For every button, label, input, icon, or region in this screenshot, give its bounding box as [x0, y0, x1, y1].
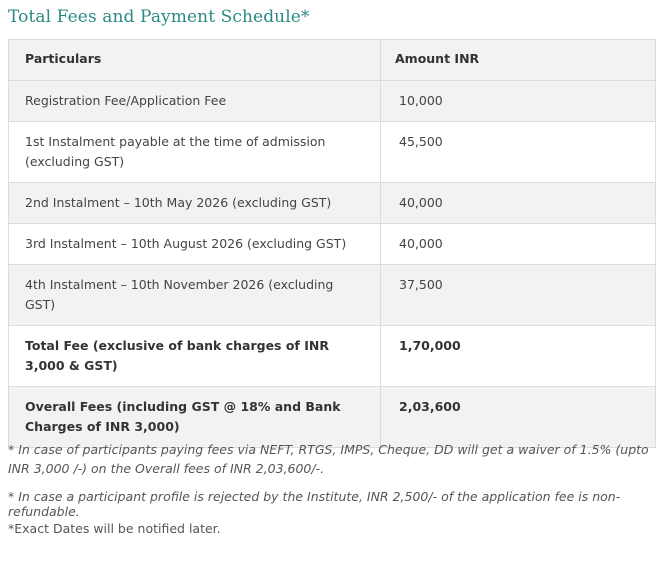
particular-cell: 1st Instalment payable at the time of admission (excluding GST)	[9, 122, 381, 183]
particular-cell: 4th Instalment – 10th November 2026 (excluding GST)	[9, 265, 381, 326]
amount-cell: 40,000	[381, 224, 656, 265]
table-row	[9, 122, 656, 183]
amount-cell: 10,000	[381, 81, 656, 122]
amount-cell: 45,500	[381, 122, 656, 183]
dates-note: *Exact Dates will be notified later.	[8, 521, 221, 536]
amount-cell: 1,70,000	[381, 326, 656, 387]
table-row	[9, 265, 656, 326]
table-row	[9, 81, 656, 122]
table-row	[9, 224, 656, 265]
overall-fees-row	[9, 387, 656, 448]
particular-cell: Registration Fee/Application Fee	[9, 81, 381, 122]
column-header-amount: Amount INR	[381, 40, 656, 81]
amount-cell: 40,000	[381, 183, 656, 224]
rejection-note: * In case a participant profile is rejected by the Institute, INR 2,500/- of the application fee is non-refundable.	[8, 489, 621, 519]
table-header-row	[9, 40, 656, 81]
fees-table	[8, 39, 656, 448]
table-row	[9, 183, 656, 224]
amount-cell: 2,03,600	[381, 387, 656, 448]
fee-notes	[8, 440, 653, 478]
particular-cell: 3rd Instalment – 10th August 2026 (excluding GST)	[9, 224, 381, 265]
payment-waiver-note: * In case of participants paying fees via NEFT, RTGS, IMPS, Cheque, DD will get a waiver of 1.5% (upto INR 3,000 /-) on the Overall fees of INR 2,03,600/-.	[8, 442, 649, 476]
column-header-particulars: Particulars	[9, 40, 381, 81]
amount-cell: 37,500	[381, 265, 656, 326]
page-title: Total Fees and Payment Schedule*	[8, 7, 310, 27]
particular-cell: 2nd Instalment – 10th May 2026 (excluding GST)	[9, 183, 381, 224]
particular-cell: Overall Fees (including GST @ 18% and Bank Charges of INR 3,000)	[9, 387, 381, 448]
particular-cell: Total Fee (exclusive of bank charges of INR 3,000 & GST)	[9, 326, 381, 387]
total-fee-row	[9, 326, 656, 387]
